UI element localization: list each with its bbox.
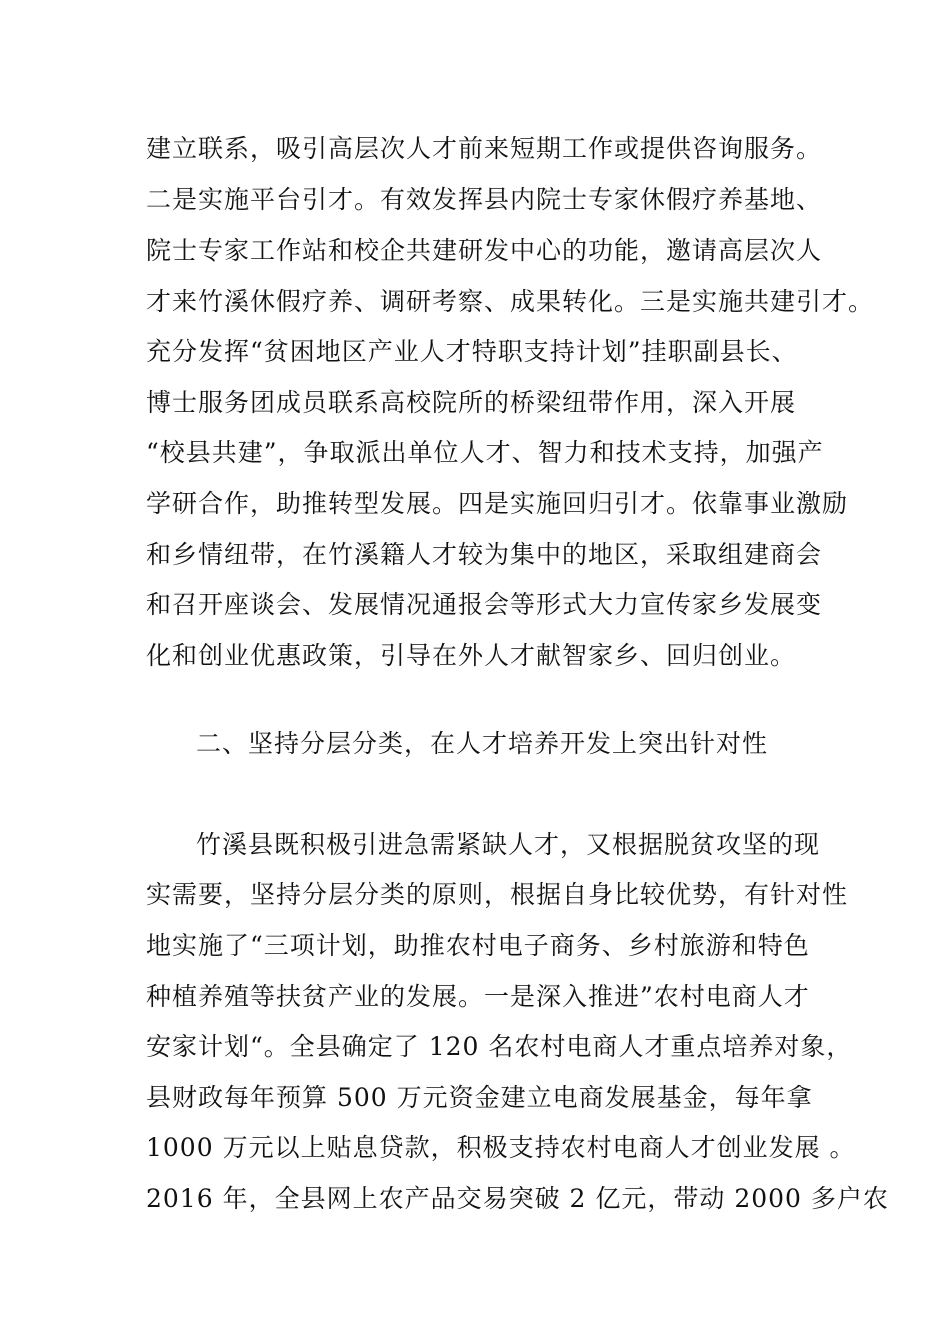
paragraph-1-line-8: 学研合作，助推转型发展。四是实施回归引才。依靠事业激励 (146, 489, 849, 518)
paragraph-1-line-7: “校县共建”，争取派出单位人才、智力和技术支持，加强产 (146, 438, 824, 467)
paragraph-2-line-1: 竹溪县既积极引进急需紧缺人才，又根据脱贫攻坚的现 (196, 830, 821, 859)
paragraph-1-line-1: 建立联系，吸引高层次人才前来短期工作或提供咨询服务。 (146, 134, 823, 163)
paragraph-2-line-7: 1000 万元以上贴息贷款，积极支持农村电商人才创业发展 。 (146, 1133, 856, 1162)
paragraph-2-line-3: 地实施了“三项计划，助推农村电子商务、乡村旅游和特色 (146, 931, 810, 960)
paragraph-1-line-2: 二是实施平台引才。有效发挥县内院士专家休假疗养基地、 (146, 185, 823, 214)
paragraph-1-line-3: 院士专家工作站和校企共建研发中心的功能，邀请高层次人 (146, 236, 823, 265)
paragraph-1-line-10: 和召开座谈会、发展情况通报会等形式大力宣传家乡发展变 (146, 590, 823, 619)
paragraph-2-line-4: 种植养殖等扶贫产业的发展。一是深入推进”农村电商人才 (146, 982, 810, 1011)
paragraph-2-line-2: 实需要，坚持分层分类的原则，根据自身比较优势，有针对性 (146, 880, 849, 909)
paragraph-2-line-5: 安家计划“。全县确定了 120 名农村电商人才重点培养对象， (146, 1032, 853, 1061)
paragraph-1-line-6: 博士服务团成员联系高校院所的桥梁纽带作用，深入开展 (146, 388, 797, 417)
paragraph-1-line-11: 化和创业优惠政策，引导在外人才献智家乡、回归创业。 (146, 641, 797, 670)
paragraph-2-line-8: 2016 年，全县网上农产品交易突破 2 亿元，带动 2000 多户农 (146, 1184, 889, 1213)
paragraph-2-line-6: 县财政每年预算 500 万元资金建立电商发展基金，每年拿 (146, 1083, 813, 1112)
section-heading: 二、坚持分层分类，在人才培养开发上突出针对性 (196, 729, 769, 758)
paragraph-1-line-5: 充分发挥“贫困地区产业人才特职支持计划”挂职副县长、 (146, 337, 798, 366)
paragraph-1-line-4: 才来竹溪休假疗养、调研考察、成果转化。三是实施共建引才。 (146, 287, 875, 316)
paragraph-1-line-9: 和乡情纽带，在竹溪籍人才较为集中的地区，采取组建商会 (146, 540, 823, 569)
